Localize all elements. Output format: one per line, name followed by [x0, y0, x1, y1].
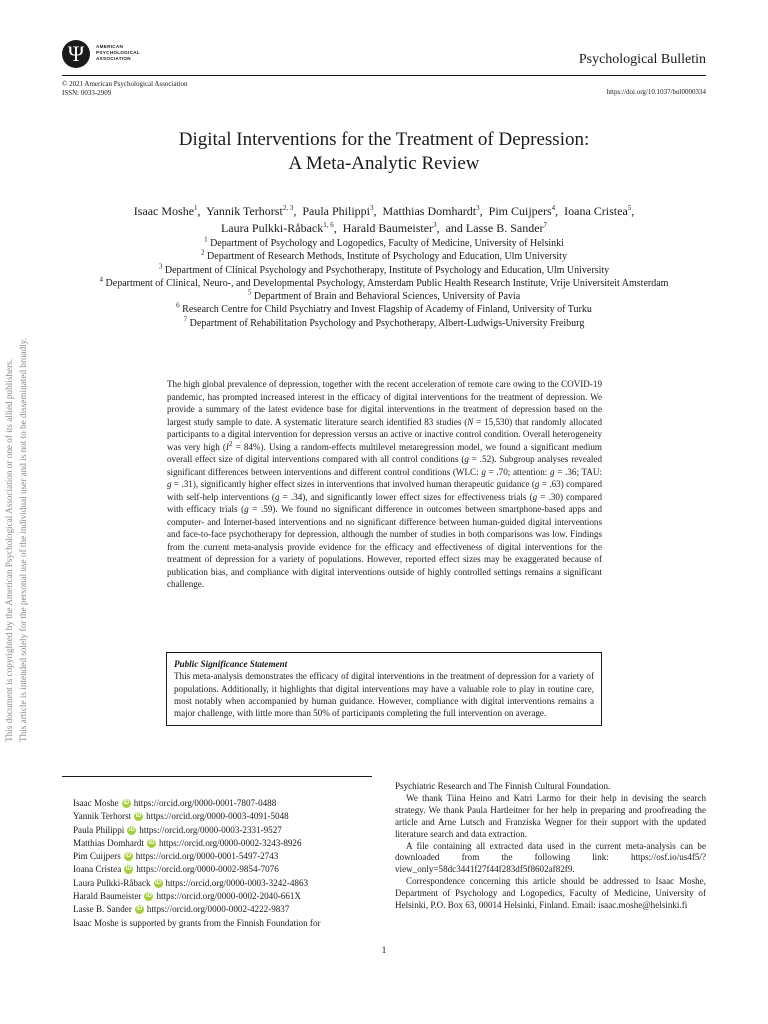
journal-name: Psychological Bulletin — [578, 52, 706, 67]
header-divider — [62, 75, 706, 76]
article-title: Digital Interventions for the Treatment of Depression: A Meta-Analytic Review — [178, 129, 590, 174]
side-notice-line: This document is copyrighted by the American Psychological Association or one of its allied publishers. — [4, 359, 14, 742]
orcid-icon: iD — [155, 879, 162, 886]
affiliation-item: $^5$ Department of Brain and Behavioral Sciences, University of Pavia — [247, 288, 521, 303]
author-note: We thank Tiina Heino and Katri Larmo for their help in devising the search strategy. We thank Paula Hartleitner for her help in preparing and proofreading the article and Arne Lutsch and Franziska Wegner for their support with the updated literature search and data extraction. — [395, 792, 706, 839]
doi-link[interactable]: https://doi.org/10.1037/bul0000334 — [606, 88, 706, 96]
author-name: Paula Philippi — [302, 204, 370, 218]
author-note: A file containing all extracted data used in the current meta-analysis can be downloaded from the following link: https://osf.io/us4f5/?view_only=58dc3441f27f44f283df5f8602af82f9. — [395, 840, 706, 875]
issn-text: ISSN: 0033-2909 — [62, 88, 112, 97]
orcid-link[interactable]: https://orcid.org/0000-0003-3242-4863 — [165, 877, 309, 888]
author-name: Matthias Domhardt — [382, 204, 477, 218]
orcid-row: Ioana Cristea iD https://orcid.org/0000-0002-9854-7076 — [73, 864, 279, 875]
orcid-icon: iD — [123, 799, 130, 806]
apa-logo — [62, 40, 152, 70]
apa-logo-text: AMERICAN PSYCHOLOGICAL ASSOCIATION — [96, 44, 140, 61]
footnote-divider — [62, 776, 372, 777]
orcid-row: Paula Philippi iD https://orcid.org/0000-0003-2331-9527 — [73, 824, 282, 835]
orcid-row: Pim Cuijpers iD https://orcid.org/0000-0001-5497-2743 — [73, 851, 279, 862]
author-name: Laura Pulkki-Råback — [220, 221, 324, 235]
public-significance-title: Public Significance Statement — [174, 659, 288, 669]
affiliation-list — [40, 237, 728, 330]
orcid-link[interactable]: https://orcid.org/0000-0002-2040-661X — [156, 891, 302, 902]
orcid-icon: iD — [145, 892, 152, 899]
orcid-icon: iD — [125, 853, 132, 860]
affiliation-item: $^4$ Department of Clinical, Neuro-, and Developmental Psychology, Amsterdam Public Health Research Institute, Vrije Universiteit Amsterdam — [99, 275, 669, 289]
author-name: Ioana Cristea — [564, 204, 628, 218]
orcid-link[interactable]: https://orcid.org/0000-0003-4091-5048 — [146, 811, 289, 822]
author-name: Pim Cuijpers — [488, 204, 552, 218]
orcid-row: Lasse B. Sander iD https://orcid.org/0000-0002-4222-9837 — [73, 904, 290, 915]
public-significance-body: This meta-analysis demonstrates the efficacy of digital interventions in the treatment of depression for a variety of populations. Additionally, it highlights that digital interventions may have a valuable role to play in routine care, most notably when accompanied by human guidance. However, compliance with digital interventions remains a major challenge, with little more than 50% of participants completing the full intervention on average. — [174, 671, 594, 719]
orcid-link[interactable]: https://orcid.org/0000-0001-7807-0488 — [133, 798, 277, 808]
copyright-block — [62, 80, 187, 97]
orcid-link[interactable]: https://orcid.org/0000-0002-9854-7076 — [136, 864, 279, 875]
copyright-text: © 2021 American Psychological Association — [62, 80, 188, 88]
orcid-link[interactable]: https://orcid.org/0000-0002-4222-9837 — [146, 904, 290, 915]
orcid-icon: iD — [148, 839, 155, 846]
orcid-row: Matthias Domhardt iD https://orcid.org/0000-0002-3243-8926 — [73, 837, 302, 848]
author-name: Isaac Moshe — [133, 204, 195, 218]
author-name: Yannik Terhorst — [206, 204, 283, 218]
author-note: Psychiatric Research and The Finnish Cultural Foundation. — [395, 781, 611, 791]
affiliation-item: $^1$ Department of Psychology and Logopedics, Faculty of Medicine, University of Helsinki — [204, 235, 564, 249]
orcid-icon: iD — [135, 813, 142, 820]
orcid-row: Yannik Terhorst iD https://orcid.org/0000-0003-4091-5048 — [73, 811, 289, 822]
orcid-row: Laura Pulkki-Råback iD https://orcid.org/0000-0003-3242-4863 — [73, 877, 309, 888]
orcid-link[interactable]: https://orcid.org/0000-0003-2331-9527 — [139, 824, 282, 835]
affiliation-item: $^6$ Research Centre for Child Psychiatry and Invest Flagship of Academy of Finland, University of Turku — [176, 302, 592, 316]
page-number: 1 — [381, 946, 387, 956]
author-name: and Lasse B. Sander — [445, 221, 544, 235]
author-note: Correspondence concerning this article should be addressed to Isaac Moshe, Department of Psychology and Logopedics, Faculty of Medicine, University of Helsinki, P.O. Box 63, 00014 Helsinki, Finland. Email: isaac.moshe@helsinki.fi — [395, 876, 706, 911]
affiliation-item: $^3$ Department of Clinical Psychology and Psychotherapy, Institute of Psychology and Education, Ulm University — [158, 262, 610, 276]
orcid-link[interactable]: https://orcid.org/0000-0001-5497-2743 — [135, 851, 279, 862]
funding-note: Isaac Moshe is supported by grants from the Finnish Foundation for — [73, 918, 321, 928]
public-significance-box — [166, 652, 602, 726]
side-notice-line: This article is intended solely for the personal use of the individual user and is not to be disseminated broadly. — [18, 337, 28, 742]
author-list: Isaac Moshe$^1$, Yannik Terhorst$^{2, 3}$, Paula Philippi$^3$, Matthias Domhardt$^3$, Pim Cuijpers$^4$, Ioana Cristea$^5$, Laura Pulkki-Råback$^{1, 6}$, Harald Baumeister$^3$, and Lasse B. Sander$^7$ — [133, 204, 635, 235]
orcid-icon: iD — [128, 826, 135, 833]
apa-psi-glyph: Ψ — [67, 41, 85, 66]
affiliation-item: $^7$ Department of Rehabilitation Psychology and Psychotherapy, Albert-Ludwigs-University Freiburg — [183, 315, 585, 329]
orcid-list — [73, 797, 373, 917]
orcid-row: Isaac Moshe iD https://orcid.org/0000-0001-7807-0488 — [73, 798, 277, 808]
abstract: The high global prevalence of depression, together with the recent acceleration of remote care owing to the COVID-19 pandemic, has prompted increased interest in the efficacy of digital interventions for the treatment of depression. We provide a summary of the latest evidence base for digital interventions in the treatment of depression based on the largest study sample to date. A systematic literature search identified 83 studies (N = 15,530) that randomly allocated participants to a digital intervention for depression versus an active or inactive control condition. Overall heterogeneity was very high $(I^2 = 84\%)$. Using a random-effects multilevel metaregression model, we found a significant medium overall effect size of digital interventions compared with all control conditions (g = .52). Subgroup analyses revealed significant differences between interventions and different control conditions (WLC: g = .70; attention: g = .36; TAU: g = .31), significantly higher effect sizes in interventions that involved human therapeutic guidance (g = .63) compared with self-help interventions (g = .34), and significantly lower effect sizes for effectiveness trials (g = .30) compared with efficacy trials (g = .59). We found no significant difference in outcomes between smartphone-based apps and computer- and Internet-based interventions and no significant difference between human-guided digital interventions and face-to-face psychotherapy for depression, although the number of studies in both comparisons was low. Findings from the current meta-analysis provide evidence for the efficacy and effectiveness of digital interventions for the treatment of depression for a variety of populations. However, reported effect sizes may be exaggerated because of publication bias, and compliance with digital interventions outside of highly controlled settings remains a significant challenge. — [167, 379, 603, 589]
author-name: Harald Baumeister — [342, 221, 434, 235]
orcid-link[interactable]: https://orcid.org/0000-0002-3243-8926 — [158, 837, 302, 848]
orcid-icon: iD — [125, 866, 132, 873]
orcid-icon: iD — [136, 906, 143, 913]
side-copyright-notice — [0, 0, 30, 1024]
orcid-row: Harald Baumeister iD https://orcid.org/0000-0002-2040-661X — [73, 891, 302, 902]
author-notes — [395, 781, 706, 912]
affiliation-item: $^2$ Department of Research Methods, Institute of Psychology and Education, Ulm University — [201, 248, 567, 263]
